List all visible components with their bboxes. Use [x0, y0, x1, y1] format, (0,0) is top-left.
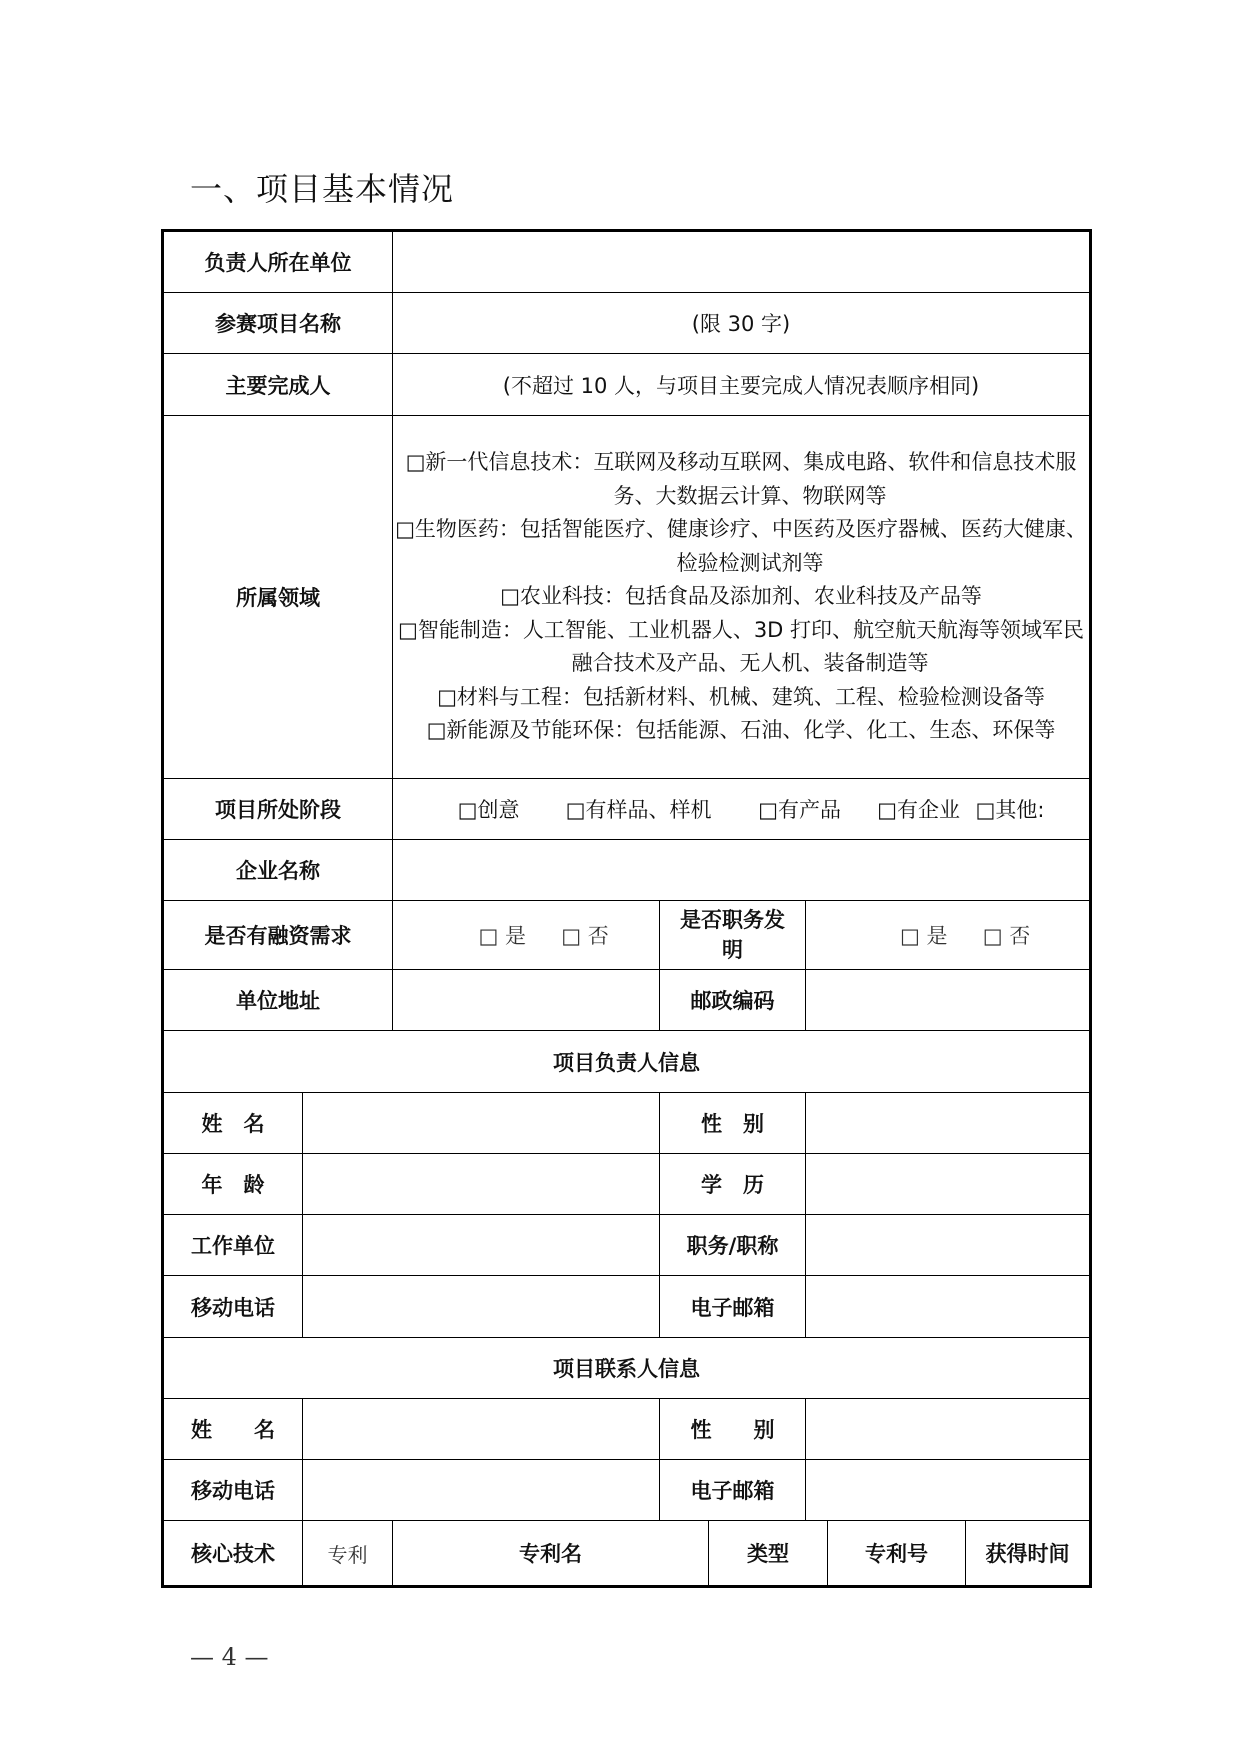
leader-mobile-label: 移动电话 — [163, 1276, 303, 1338]
leader-position-label: 职务/职称 — [660, 1215, 806, 1276]
leader-name-label: 姓 名 — [163, 1093, 303, 1154]
leader-email-field[interactable] — [806, 1276, 1091, 1338]
contact-email-field[interactable] — [806, 1460, 1091, 1521]
field-label: 所属领域 — [163, 416, 393, 779]
financing-no-checkbox[interactable]: □ 否 — [561, 924, 609, 948]
financing-label: 是否有融资需求 — [163, 901, 393, 970]
leader-position-field[interactable] — [806, 1215, 1091, 1276]
leader-workplace-field[interactable] — [303, 1215, 660, 1276]
service-invention-label: 是否职务发明 — [660, 901, 806, 970]
core-tech-label: 核心技术 — [163, 1521, 303, 1587]
main-persons-label: 主要完成人 — [163, 354, 393, 416]
leader-gender-field[interactable] — [806, 1093, 1091, 1154]
service-invention-no-checkbox[interactable]: □ 否 — [982, 924, 1031, 948]
contact-name-field[interactable] — [303, 1399, 660, 1460]
contact-name-label: 姓 名 — [163, 1399, 303, 1460]
patent-label: 专利 — [303, 1521, 393, 1587]
stage-option-idea[interactable]: □创意 — [457, 798, 520, 822]
leader-workplace-label: 工作单位 — [163, 1215, 303, 1276]
leader-education-field[interactable] — [806, 1154, 1091, 1215]
project-name-field[interactable]: (限 30 字) — [393, 293, 1091, 354]
service-invention-yes-checkbox[interactable]: □ 是 — [899, 924, 948, 948]
main-persons-field[interactable]: (不超过 10 人，与项目主要完成人情况表顺序相同) — [393, 354, 1091, 416]
leader-gender-label: 性 别 — [660, 1093, 806, 1154]
stage-option-product[interactable]: □有产品 — [758, 798, 841, 822]
stage-options — [393, 779, 1091, 840]
field-option-it[interactable]: □新一代信息技术：互联网及移动互联网、集成电路、软件和信息技术服务、大数据云计算、物联网等 — [405, 450, 1077, 508]
unit-field[interactable] — [393, 231, 1091, 293]
field-option-manufacturing[interactable]: □智能制造：人工智能、工业机器人、3D 打印、航空航天航海等领域军民融合技术及产品、无人机、装备制造等 — [397, 617, 1085, 676]
field-option-materials[interactable]: □材料与工程：包括新材料、机械、建筑、工程、检验检测设备等 — [437, 684, 1045, 709]
address-field[interactable] — [393, 970, 660, 1031]
address-label: 单位地址 — [163, 970, 393, 1031]
service-invention-options — [806, 901, 1091, 970]
company-label: 企业名称 — [163, 840, 393, 901]
contact-gender-label: 性 别 — [660, 1399, 806, 1460]
contact-email-label: 电子邮箱 — [660, 1460, 806, 1521]
stage-option-company[interactable]: □有企业 — [877, 798, 960, 822]
patent-name-header: 专利名 — [393, 1521, 709, 1587]
project-info-table — [161, 229, 1092, 1588]
page-number: — 4 — — [190, 1643, 269, 1671]
field-option-energy[interactable]: □新能源及节能环保：包括能源、石油、化学、化工、生态、环保等 — [426, 718, 1056, 743]
section-title: 一、项目基本情况 — [190, 170, 455, 208]
field-option-bio[interactable]: □生物医药：包括智能医疗、健康诊疗、中医药及医疗器械、医药大健康、检验检测试剂等 — [395, 517, 1087, 575]
contact-mobile-field[interactable] — [303, 1460, 660, 1521]
leader-age-field[interactable] — [303, 1154, 660, 1215]
leader-mobile-field[interactable] — [303, 1276, 660, 1338]
contact-mobile-label: 移动电话 — [163, 1460, 303, 1521]
project-name-label: 参赛项目名称 — [163, 293, 393, 354]
patent-type-header: 类型 — [709, 1521, 828, 1587]
contact-gender-field[interactable] — [806, 1399, 1091, 1460]
financing-yes-checkbox[interactable]: □ 是 — [478, 924, 526, 948]
leader-name-field[interactable] — [303, 1093, 660, 1154]
stage-option-other[interactable]: □其他: — [975, 798, 1045, 822]
stage-label: 项目所处阶段 — [163, 779, 393, 840]
leader-email-label: 电子邮箱 — [660, 1276, 806, 1338]
unit-label: 负责人所在单位 — [163, 231, 393, 293]
leader-age-label: 年 龄 — [163, 1154, 303, 1215]
leader-education-label: 学 历 — [660, 1154, 806, 1215]
financing-options — [393, 901, 660, 970]
patent-number-header: 专利号 — [828, 1521, 966, 1587]
postcode-label: 邮政编码 — [660, 970, 806, 1031]
postcode-field[interactable] — [806, 970, 1091, 1031]
leader-section-header: 项目负责人信息 — [163, 1031, 1091, 1093]
field-option-agri[interactable]: □农业科技：包括食品及添加剂、农业科技及产品等 — [500, 584, 982, 609]
obtained-date-header: 获得时间 — [966, 1521, 1091, 1587]
field-options — [393, 416, 1091, 779]
stage-option-prototype[interactable]: □有样品、样机 — [565, 798, 712, 822]
contact-section-header: 项目联系人信息 — [163, 1338, 1091, 1399]
company-field[interactable] — [393, 840, 1091, 901]
